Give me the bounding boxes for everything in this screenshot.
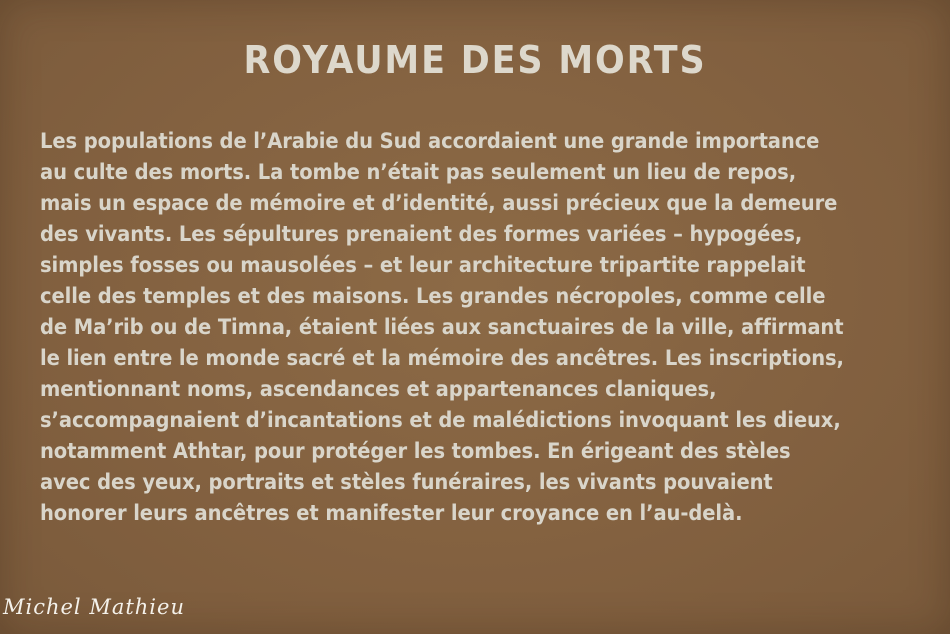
- text-line: celle des temples et des maisons. Les grandes nécropoles, comme celle: [40, 284, 826, 308]
- text-line: mais un espace de mémoire et d’identité, aussi précieux que la demeure: [40, 191, 838, 215]
- text-line: avec des yeux, portraits et stèles funéraires, les vivants pouvaient: [40, 470, 773, 494]
- panel-title: ROYAUME DES MORTS: [243, 38, 707, 82]
- panel-body-text: [40, 126, 940, 529]
- text-line: simples fosses ou mausolées – et leur architecture tripartite rappelait: [40, 253, 806, 277]
- text-line: notamment Athtar, pour protéger les tombes. En érigeant des stèles: [40, 439, 791, 463]
- text-line: le lien entre le monde sacré et la mémoire des ancêtres. Les inscriptions,: [40, 346, 844, 370]
- text-line: de Ma’rib ou de Timna, étaient liées aux sanctuaires de la ville, affirmant: [40, 315, 844, 339]
- text-line: Les populations de l’Arabie du Sud accordaient une grande importance: [40, 129, 820, 153]
- text-line: honorer leurs ancêtres et manifester leur croyance en l’au-delà.: [40, 501, 743, 525]
- text-line: au culte des morts. La tombe n’était pas seulement un lieu de repos,: [40, 160, 797, 184]
- text-line: s’accompagnaient d’incantations et de malédictions invoquant les dieux,: [40, 408, 841, 432]
- text-line: mentionnant noms, ascendances et appartenances claniques,: [40, 377, 717, 401]
- text-line: des vivants. Les sépultures prenaient des formes variées – hypogées,: [40, 222, 803, 246]
- photographer-watermark: Michel Mathieu: [3, 595, 185, 619]
